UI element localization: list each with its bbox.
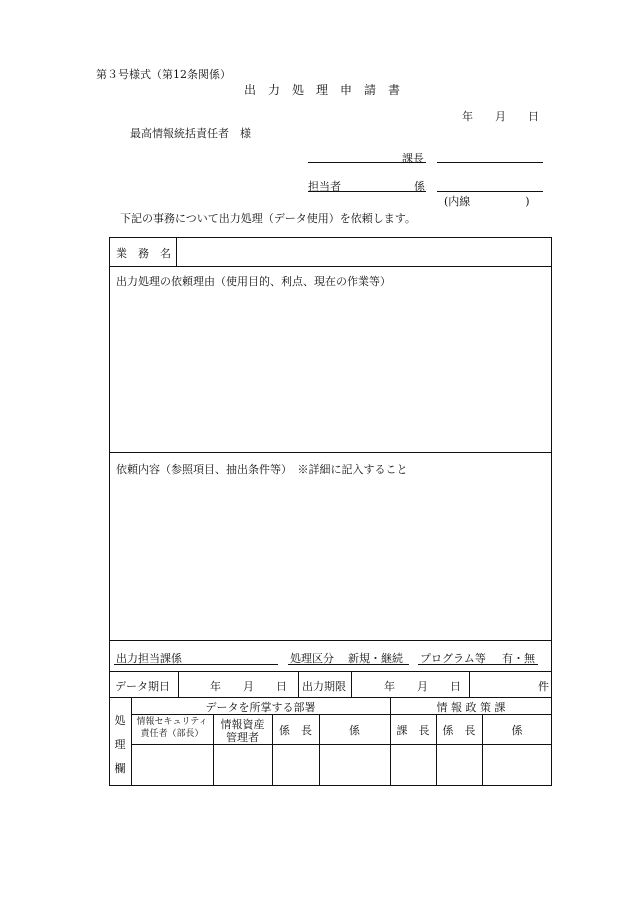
asset-manager-header-2: 管理者 [226, 731, 259, 744]
security-officer-header-1: 情報セキュリティ [136, 717, 208, 727]
staff-header-1: 係 [349, 724, 360, 737]
intro-text: 下記の事務について出力処理（データ使用）を依頼します。 [120, 212, 416, 225]
program-value[interactable]: 有・無 [502, 652, 535, 665]
program-label: プログラム等 [420, 652, 486, 665]
underline [418, 664, 538, 665]
chief-header-1: 係 長 [279, 724, 312, 737]
divider [298, 671, 299, 697]
person-in-charge-signature-line [437, 191, 543, 192]
seal-staff-2[interactable] [483, 745, 551, 785]
processing-section-label-1: 処 [114, 714, 126, 727]
processing-section-label-2: 理 [114, 738, 126, 751]
seal-section-chief[interactable] [391, 745, 435, 785]
person-in-charge-label: 担当者 [308, 180, 341, 193]
request-reason-label: 出力処理の依頼理由（使用目的、利点、現在の作業等） [116, 275, 391, 288]
addressee: 最高情報統括責任者 様 [130, 127, 251, 140]
person-in-charge-line [308, 191, 426, 192]
divider [351, 671, 352, 697]
seal-staff-1[interactable] [320, 745, 389, 785]
processing-section-label-3: 欄 [114, 762, 126, 775]
data-period-value[interactable]: 年 月 日 [210, 680, 287, 693]
output-deadline-label: 出力期限 [302, 680, 346, 693]
processing-category-value[interactable]: 新規・継続 [348, 652, 403, 665]
processing-category-label: 処理区分 [290, 652, 334, 665]
request-reason-field[interactable] [111, 290, 549, 450]
section-chief-label: 課長 [402, 152, 424, 165]
business-name-field[interactable] [178, 239, 548, 264]
date-line: 年 月 日 [462, 110, 539, 123]
security-officer-header-2: 責任者（部長） [140, 729, 204, 739]
data-dept-header: データを所掌する部署 [205, 701, 316, 714]
seal-security-officer[interactable] [132, 745, 212, 785]
divider [109, 266, 552, 267]
divider [109, 697, 552, 698]
data-period-label: データ期日 [115, 680, 170, 693]
request-details-label: 依頼内容（参照項目、抽出条件等） ※詳細に記入すること [116, 463, 408, 476]
count-label: 件 [538, 680, 549, 693]
underline [288, 664, 409, 665]
divider [178, 671, 179, 697]
seal-chief-2[interactable] [437, 745, 481, 785]
divider [131, 714, 552, 715]
divider [109, 671, 552, 672]
output-deadline-value[interactable]: 年 月 日 [384, 680, 461, 693]
business-name-label: 業 務 名 [116, 247, 171, 260]
divider [469, 671, 470, 697]
request-details-field[interactable] [111, 478, 549, 638]
section-chief-header: 課 長 [396, 724, 430, 737]
seal-chief-1[interactable] [273, 745, 318, 785]
output-dept-label: 出力担当課係 [116, 652, 182, 665]
subsection-label: 係 [414, 180, 425, 193]
divider [109, 640, 552, 641]
page-title: 出 力 処 理 申 請 書 [244, 83, 401, 97]
divider [109, 452, 552, 453]
form-number: 第３号様式（第12条関係） [96, 68, 231, 81]
chief-header-2: 係 長 [442, 724, 476, 737]
divider [176, 237, 177, 266]
extension-label: (内線 ) [444, 195, 530, 208]
output-dept-field[interactable] [114, 664, 278, 665]
info-policy-header: 情 報 政 策 課 [436, 701, 506, 714]
staff-header-2: 係 [511, 724, 523, 737]
asset-manager-header-1: 情報資産 [220, 718, 265, 731]
section-chief-signature-line [437, 162, 543, 163]
seal-asset-manager[interactable] [214, 745, 271, 785]
